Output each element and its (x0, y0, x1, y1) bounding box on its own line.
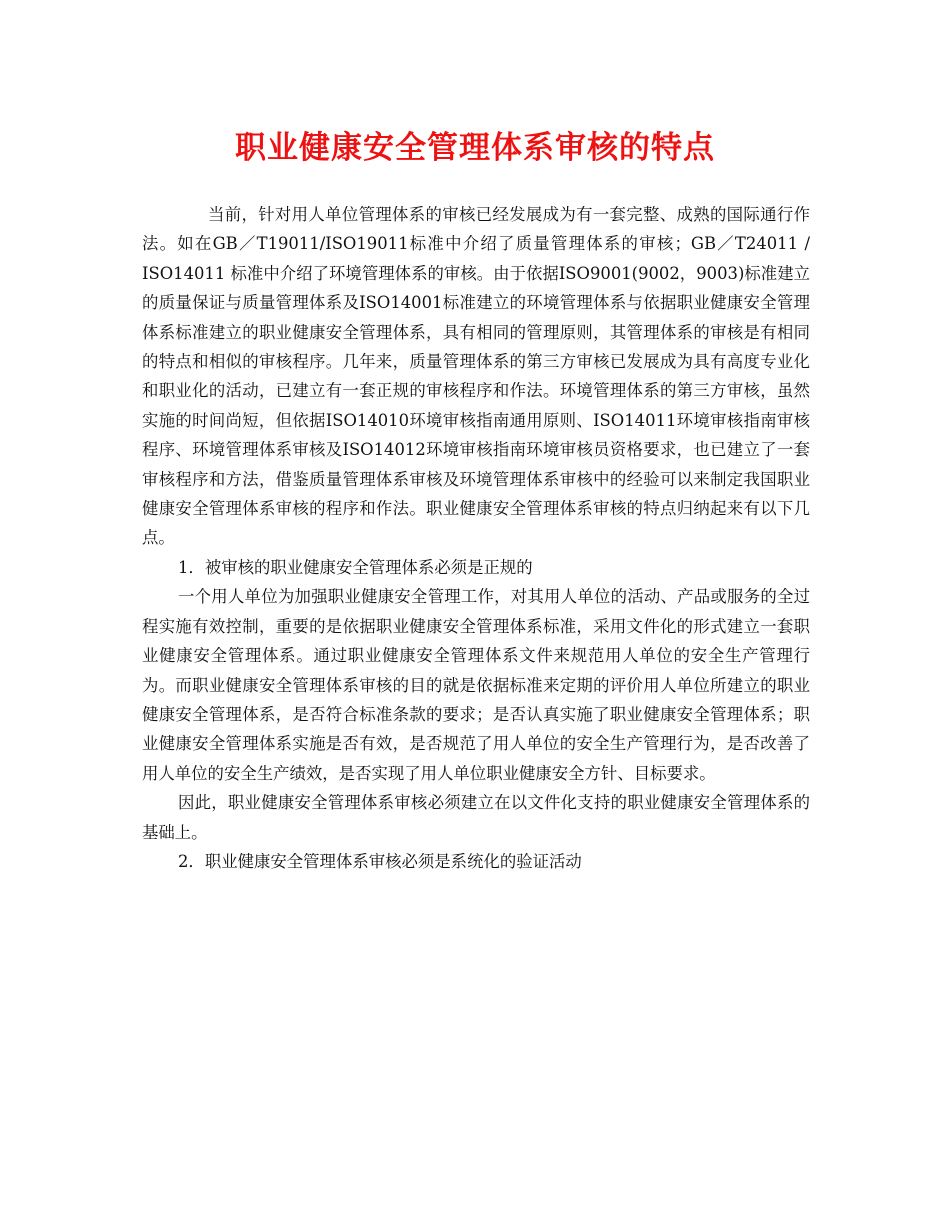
paragraph-section-1: 一个用人单位为加强职业健康安全管理工作，对其用人单位的活动、产品或服务的全过程实施有效控制，重要的是依据职业健康安全管理体系标准，采用文件化的形式建立一套职业健康安全管理体系。通过职业健康安全管理体系文件来规范用人单位的安全生产管理行为。而职业健康安全管理体系审核的目的就是依据标准来定期的评价用人单位所建立的职业健康安全管理体系，是否符合标准条款的要求；是否认真实施了职业健康安全管理体系；职业健康安全管理体系实施是否有效，是否规范了用人单位的安全生产管理行为，是否改善了用人单位的安全生产绩效，是否实现了用人单位职业健康安全方针、目标要求。 (142, 587, 810, 783)
document-body (142, 200, 810, 876)
paragraph-conclusion-1: 因此，职业健康安全管理体系审核必须建立在以文件化支持的职业健康安全管理体系的基础上。 (142, 793, 810, 842)
paragraph-intro: 当前，针对用人单位管理体系的审核已经发展成为有一套完整、成熟的国际通行作法。如在GB／T19011/ISO19011标准中介绍了质量管理体系的审核；GB／T24011 / ISO14011 标准中介绍了环境管理体系的审核。由于依据ISO9001(9002，9003)标准建立的质量保证与质量管理体系及ISO14001标准建立的环境管理体系与依据职业健康安全管理体系标准建立的职业健康安全管理体系，具有相同的管理原则，其管理体系的审核是有相同的特点和相似的审核程序。几年来，质量管理体系的第三方审核已发展成为具有高度专业化和职业化的活动，已建立有一套正规的审核程序和作法。环境管理体系的第三方审核，虽然实施的时间尚短，但依据ISO14010环境审核指南通用原则、ISO14011环境审核指南审核程序、环境管理体系审核及ISO14012环境审核指南环境审核员资格要求，也已建立了一套审核程序和方法，借鉴质量管理体系审核及环境管理体系审核中的经验可以来制定我国职业健康安全管理体系审核的程序和作法。职业健康安全管理体系审核的特点归纳起来有以下几点。 (142, 205, 810, 548)
section-heading-1: 1．被审核的职业健康安全管理体系必须是正规的 (178, 557, 533, 577)
page-title: 职业健康安全管理体系审核的特点 (235, 130, 715, 166)
section-heading-2: 2．职业健康安全管理体系审核必须是系统化的验证活动 (178, 851, 582, 871)
